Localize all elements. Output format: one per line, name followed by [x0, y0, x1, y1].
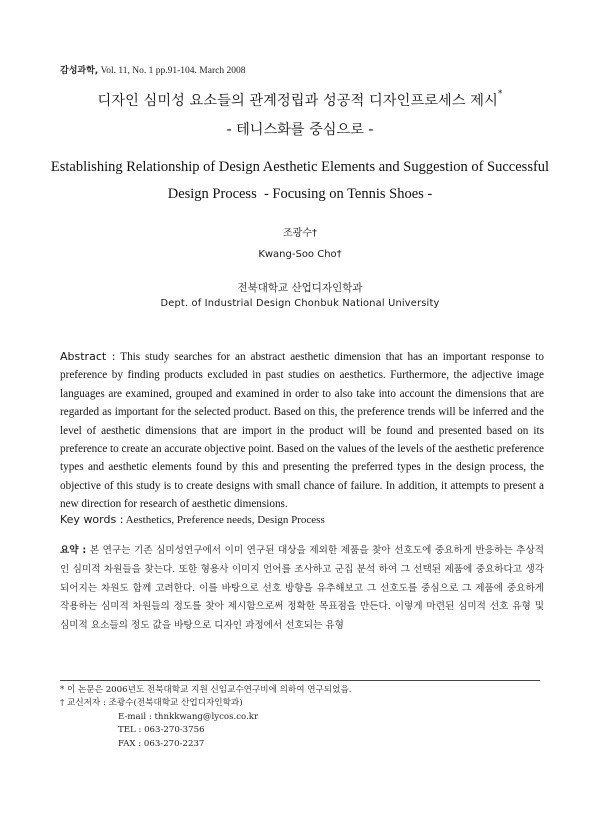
keywords-text: Aesthetics, Preference needs, Design Process [125, 514, 325, 526]
korean-title [0, 90, 600, 110]
english-title-line-1: Establishing Relationship of Design Aesthetic Elements and Suggestion of Successful [50, 159, 550, 175]
korean-title-text: 디자인 심미성 요소들의 관계정립과 성공적 디자인프로세스 제시 [97, 93, 498, 109]
journal-header [60, 63, 245, 76]
abstract [60, 348, 544, 514]
journal-name: 감성과학, [60, 66, 99, 76]
contact-fax: FAX : 063-270-2237 [118, 738, 205, 749]
funding-footnote: * 이 논문은 2006년도 전북대학교 지원 신임교수연구비에 의하여 연구되었음. [60, 685, 352, 695]
english-title [50, 154, 550, 208]
abstract-text: This study searches for an abstract aesthetic dimension that has an important response to preference by finding products excluded in past studies on aesthetics. Furthermore, the adjective image languages are examined, grouped and examined in order to also take into account the dimensions that are regarded as important for the selected product. Based on this, the preference trends will be inferred and the level of aesthetic dimensions that are import in the product will be found and presented based on its preference to create an accurate objective point. Based on the values of the levels of the aesthetic preference types and aesthetic elements found by this and presenting the preferred types in the design process, the objective of this study is to create designs with small chance of failure. In addition, it attempts to present a new direction for research of aesthetic dimensions. [60, 351, 544, 511]
summary-label: 요약 : [60, 545, 87, 556]
summary-text: 본 연구는 기존 심미성연구에서 이미 연구된 대상을 제외한 제품을 찾아 선호도에 중요하게 반응하는 추상적인 심미적 차원들을 찾는다. 또한 형용사 이미지 언어를 조사하고 군집 분석 하여 그 선택된 제품에 중요하다고 생각되어지는 차원도 함께 고려한다. 이를 바탕으로 선호 방향을 유추해보고 그 선호도를 중심으로 그 제품에 중요하게 작용하는 심미적 차원들의 정도를 찾아 제시함으로써 정확한 목표점을 만든다. 이렇게 마련된 심미적 선호 유형 및 심미적 요소들의 정도 값을 바탕으로 디자인 과정에서 선호되는 유형 [60, 545, 544, 632]
journal-info: Vol. 11, No. 1 pp.91-104. March 2008 [100, 66, 246, 76]
korean-summary [60, 542, 544, 636]
footnote-divider [60, 680, 540, 681]
contact-email: E-mail : thnkkwang@lycos.co.kr [118, 711, 259, 722]
affiliation-english: Dept. of Industrial Design Chonbuk National University [160, 298, 440, 309]
author-korean: 조광수† [283, 228, 317, 239]
footnotes [60, 684, 540, 751]
title-footnote-marker: * [497, 89, 503, 100]
author-english: Kwang-Soo Cho† [258, 249, 342, 260]
korean-subtitle: - 테니스화를 중심으로 - [226, 122, 374, 138]
keywords-label: Key words : [60, 513, 124, 526]
affiliation-korean: 전북대학교 산업디자인학과 [237, 282, 363, 294]
corresponding-author-footnote: † 교신저자 : 조광수(전북대학교 산업디자인학과) [60, 698, 243, 709]
contact-tel: TEL : 063-270-3756 [118, 725, 205, 736]
english-title-line-2: Design Process - Focusing on Tennis Shoes - [167, 186, 433, 202]
keywords [60, 512, 544, 528]
abstract-label: Abstract : [60, 350, 116, 363]
